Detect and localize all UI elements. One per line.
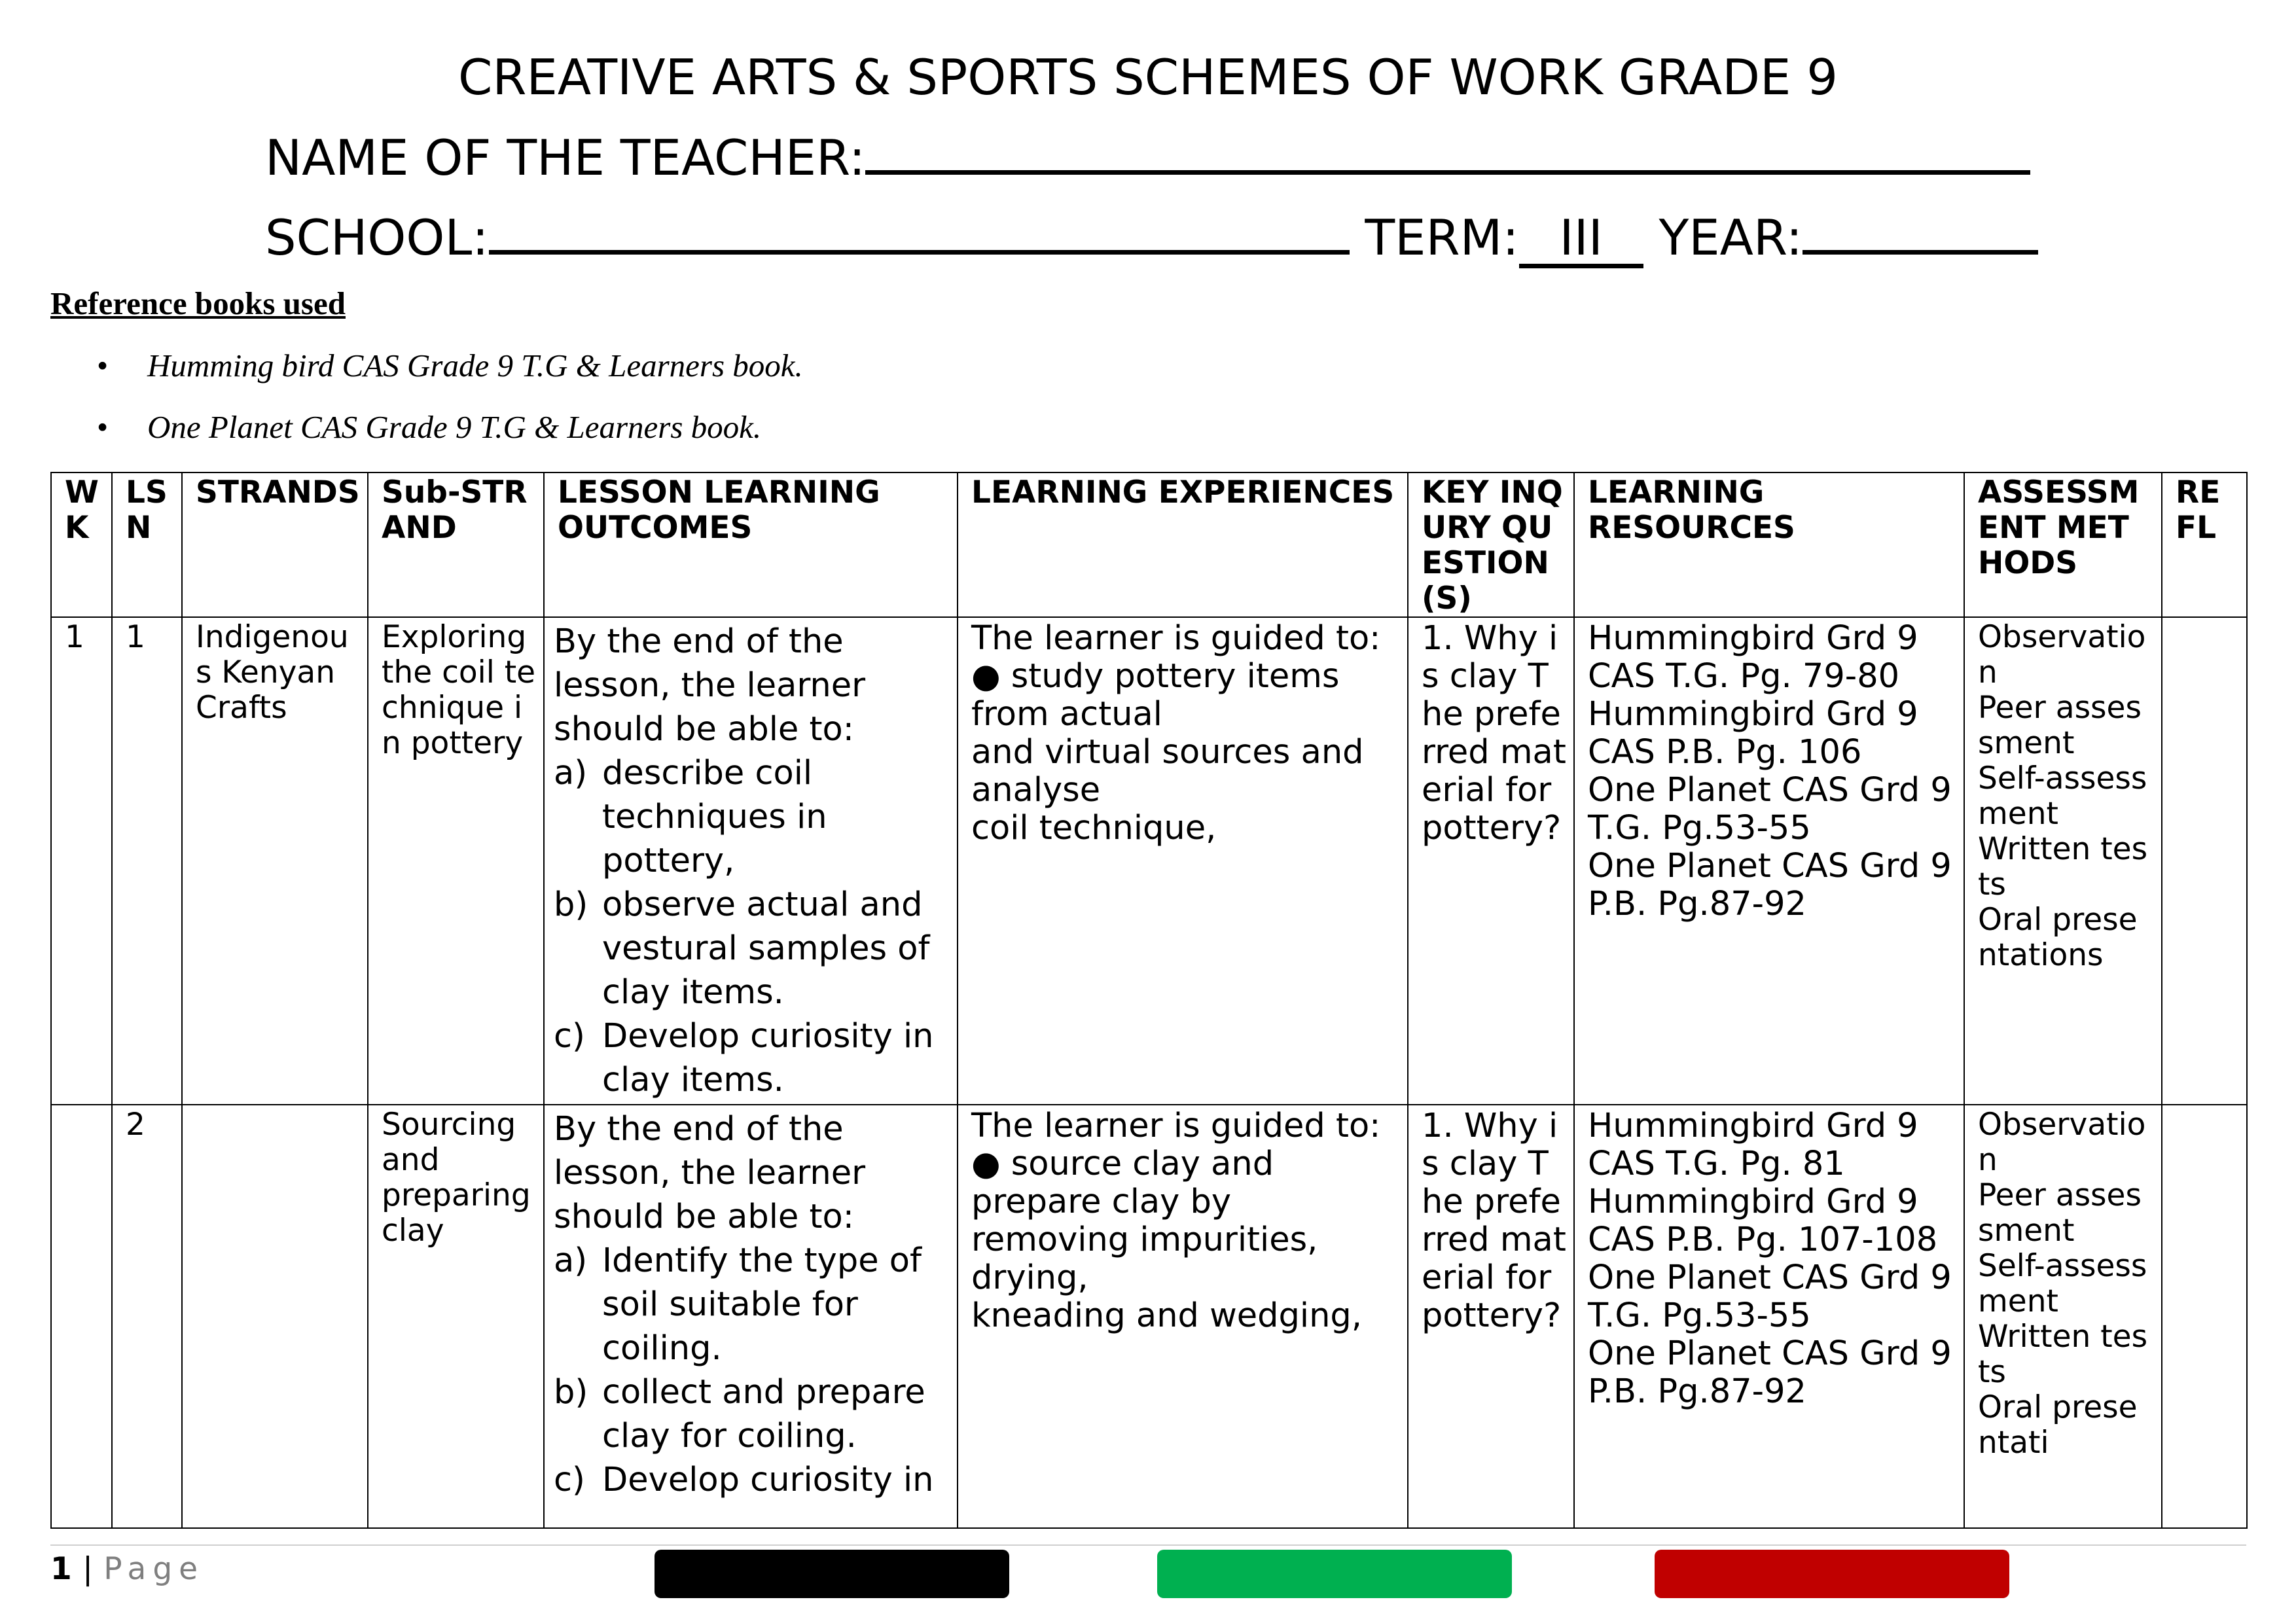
- cell-lsn: 2: [112, 1105, 182, 1528]
- term-value[interactable]: III: [1519, 211, 1643, 268]
- col-header-assessment: ASSESSMENT METHODS: [1964, 473, 2162, 617]
- cell-resources: Hummingbird Grd 9 CAS T.G. Pg. 81 Hummingbird Grd 9 CAS P.B. Pg. 107-108 One Planet CAS Grd 9 T.G. Pg.53-55 One Planet CAS Grd 9 P.B. Pg.87-92: [1574, 1105, 1964, 1528]
- page-number: 1 | Page: [50, 1551, 205, 1587]
- reference-item: • One Planet CAS Grade 9 T.G & Learners book.: [97, 409, 762, 445]
- table-row: [51, 1105, 2247, 1528]
- cell-refl[interactable]: [2162, 1105, 2247, 1528]
- col-header-resources: LEARNING RESOURCES: [1574, 473, 1964, 617]
- list-item: c) Develop curiosity in: [554, 1461, 934, 1499]
- cell-substrand: Sourcing and preparing clay: [368, 1105, 544, 1528]
- cell-strand: [182, 1105, 368, 1528]
- outcomes-intro: By the end of the lesson, the learner should be able to:: [554, 622, 866, 749]
- flag-stripe-black: [655, 1550, 1009, 1598]
- cell-key-question: 1. Why is clay The preferred material for pottery?: [1408, 1105, 1574, 1528]
- term-label: TERM:: [1365, 209, 1519, 266]
- school-name-blank[interactable]: [489, 204, 1350, 255]
- bullet-icon: •: [97, 348, 109, 383]
- teacher-line: [265, 124, 2030, 190]
- outcomes-list: [554, 1239, 950, 1502]
- table-row: [51, 617, 2247, 1105]
- year-label: YEAR:: [1659, 209, 1803, 266]
- teacher-label: NAME OF THE TEACHER:: [265, 129, 866, 187]
- document-title: CREATIVE ARTS & SPORTS SCHEMES OF WORK GRADE 9: [458, 48, 1838, 106]
- cell-resources: Hummingbird Grd 9 CAS T.G. Pg. 79-80 Hummingbird Grd 9 CAS P.B. Pg. 106 One Planet CAS Grd 9 T.G. Pg.53-55 One Planet CAS Grd 9 P.B. Pg.87-92: [1574, 617, 1964, 1105]
- flag-stripe-red: [1655, 1550, 2009, 1598]
- school-term-year-line: [265, 204, 2038, 270]
- col-header-sub-strand: Sub-STRAND: [368, 473, 544, 617]
- cell-experiences: The learner is guided to: ● study pottery items from actual and virtual sources and analyse coil technique,: [958, 617, 1408, 1105]
- list-item: c) Develop curiosity in clay items.: [554, 1017, 934, 1099]
- col-header-lsn: LSN: [112, 473, 182, 617]
- outcomes-list: [554, 751, 950, 1102]
- cell-lsn: 1: [112, 617, 182, 1105]
- col-header-wk: WK: [51, 473, 112, 617]
- year-blank[interactable]: [1803, 204, 2038, 255]
- outcomes-intro: By the end of the lesson, the learner should be able to:: [554, 1110, 866, 1236]
- col-header-strands: STRANDS: [182, 473, 368, 617]
- teacher-name-blank[interactable]: [865, 124, 2030, 175]
- scheme-table: [50, 472, 2248, 1529]
- col-header-key-questions: KEY INQURY QUESTION(S): [1408, 473, 1574, 617]
- school-label: SCHOOL:: [265, 209, 489, 266]
- cell-assessment: Observation Peer assessment Self-assessment Written tests Oral presentations: [1964, 617, 2162, 1105]
- col-header-refl: REFL: [2162, 473, 2247, 617]
- list-item: b) collect and prepare clay for coiling.: [554, 1373, 925, 1455]
- bullet-icon: •: [97, 409, 109, 445]
- reference-item: • Humming bird CAS Grade 9 T.G & Learners book.: [97, 348, 803, 383]
- cell-experiences: The learner is guided to: ● source clay and prepare clay by removing impurities, drying, kneading and wedging,: [958, 1105, 1408, 1528]
- list-item: b) observe actual and vestural samples of clay items.: [554, 885, 930, 1012]
- cell-outcomes: [544, 617, 958, 1105]
- flag-stripe-green: [1157, 1550, 1512, 1598]
- cell-wk: [51, 1105, 112, 1528]
- cell-refl[interactable]: [2162, 617, 2247, 1105]
- cell-outcomes: [544, 1105, 958, 1528]
- cell-wk: 1: [51, 617, 112, 1105]
- cell-key-question: 1. Why is clay The preferred material for pottery?: [1408, 617, 1574, 1105]
- col-header-experiences: LEARNING EXPERIENCES: [958, 473, 1408, 617]
- list-item: a) describe coil techniques in pottery,: [554, 754, 827, 880]
- cell-strand: Indigenous Kenyan Crafts: [182, 617, 368, 1105]
- cell-substrand: Exploring the coil technique in pottery: [368, 617, 544, 1105]
- list-item: a) Identify the type of soil suitable for coiling.: [554, 1241, 922, 1368]
- table-header-row: [51, 473, 2247, 617]
- cell-assessment: Observation Peer assessment Self-assessment Written tests Oral presentati: [1964, 1105, 2162, 1528]
- reference-heading: Reference books used: [50, 285, 346, 321]
- footer-divider: [50, 1544, 2246, 1546]
- col-header-outcomes: LESSON LEARNING OUTCOMES: [544, 473, 958, 617]
